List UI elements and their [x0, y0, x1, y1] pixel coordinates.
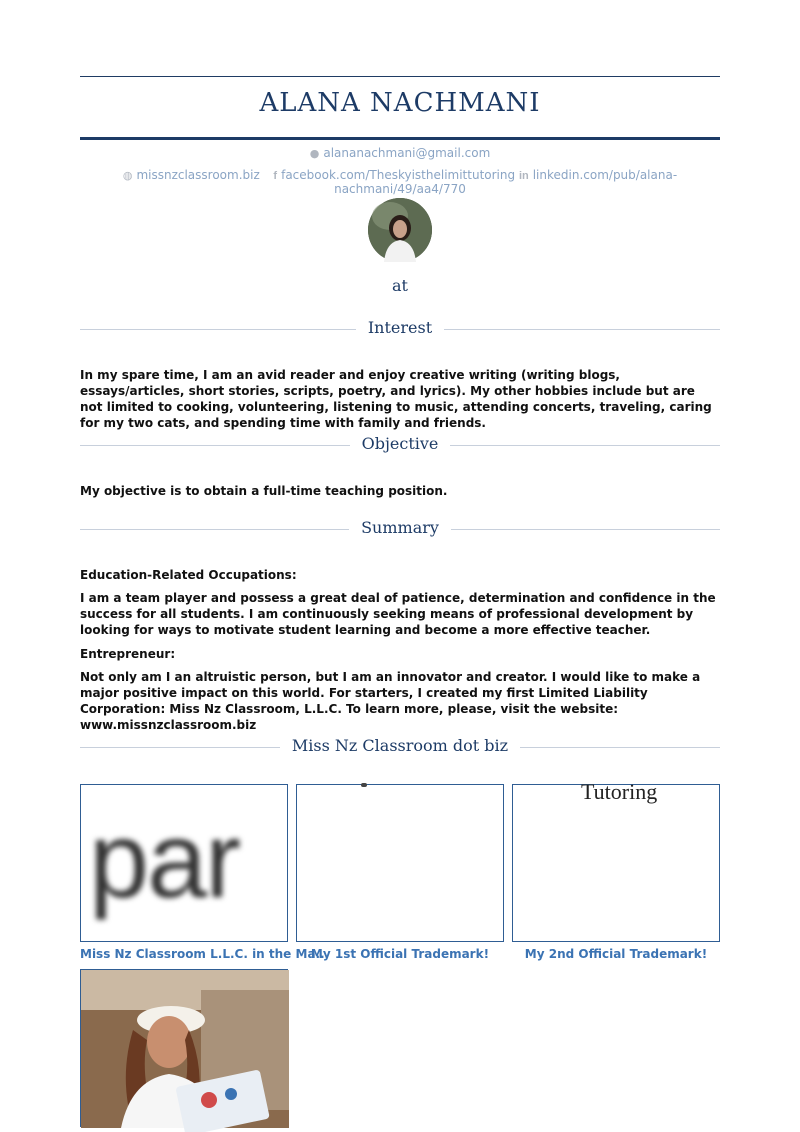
objective-title: Objective: [350, 434, 451, 453]
summary-education-body: I am a team player and possess a great deal of patience, determination and confidence in the success for all students. I am continuously seeking means of professional development by looking for ways to motivate student learning and become a more effective teacher.: [80, 591, 716, 637]
gallery-image-4[interactable]: [80, 969, 288, 1127]
gallery-image-3[interactable]: [512, 779, 720, 942]
gallery-caption-3[interactable]: My 2nd Official Trademark!: [524, 947, 708, 961]
gallery-caption-2[interactable]: My 1st Official Trademark!: [310, 947, 490, 961]
top-rule: [80, 76, 720, 77]
gallery-image-2-mark: [361, 783, 367, 787]
gallery-title: Miss Nz Classroom dot biz: [280, 736, 520, 755]
website-link[interactable]: missnzclassroom.biz: [136, 168, 260, 182]
avatar: [368, 198, 432, 262]
linkedin-icon: in: [518, 170, 529, 182]
summary-entrepreneur-body: Not only am I an altruistic person, but I am an innovator and creator. I would like to make a major positive impact on this world. For starters, I created my first Limited Liability Corporation: Miss Nz Classroom, L.L.C. To learn more, please, visit the website: www.missnzclassroom.biz: [80, 670, 701, 732]
objective-body: My objective is to obtain a full-time teaching position.: [80, 484, 448, 498]
summary-label-entrepreneur: Entrepreneur:: [80, 647, 176, 661]
gallery-image-2[interactable]: [296, 784, 504, 942]
gallery-image-3-text: Tutoring: [581, 779, 658, 804]
interest-body: In my spare time, I am an avid reader and enjoy creative writing (writing blogs, essays/articles, short stories, scripts, poetry, and lyrics). My other hobbies include but are not limited to cooking, volunteering, listening to music, attending concerts, traveling, caring for my two cats, and spending time with family and friends.: [80, 368, 712, 430]
facebook-link[interactable]: facebook.com/Theskyisthelimittutoring: [281, 168, 516, 182]
gallery-image-1-text: par: [89, 799, 240, 920]
gallery-heading: [80, 736, 720, 760]
summary-label-education: Education-Related Occupations:: [80, 568, 297, 582]
globe-icon: ◍: [122, 169, 133, 182]
email-line: [80, 146, 720, 160]
person-name: ALANA NACHMANI: [259, 88, 541, 118]
avatar-photo: [368, 198, 432, 262]
facebook-icon: f: [273, 170, 278, 182]
interest-title: Interest: [356, 318, 444, 337]
name-underline: [80, 137, 720, 140]
linkedin-link[interactable]: linkedin.com/pub/alana-nachmani/49/aa4/770: [334, 168, 678, 196]
gallery-caption-1[interactable]: Miss Nz Classroom L.L.C. in the Ma...: [80, 947, 330, 961]
social-links: [80, 168, 720, 196]
mail-icon: ●: [309, 147, 320, 160]
summary-heading: [80, 518, 720, 542]
objective-heading: [80, 434, 720, 458]
headline: at: [392, 276, 408, 295]
gallery-image-1[interactable]: [80, 784, 288, 942]
gallery-photo-4: [81, 970, 289, 1128]
email-link[interactable]: alananachmani@gmail.com: [323, 146, 491, 160]
summary-title: Summary: [349, 518, 451, 537]
interest-heading: [80, 318, 720, 342]
